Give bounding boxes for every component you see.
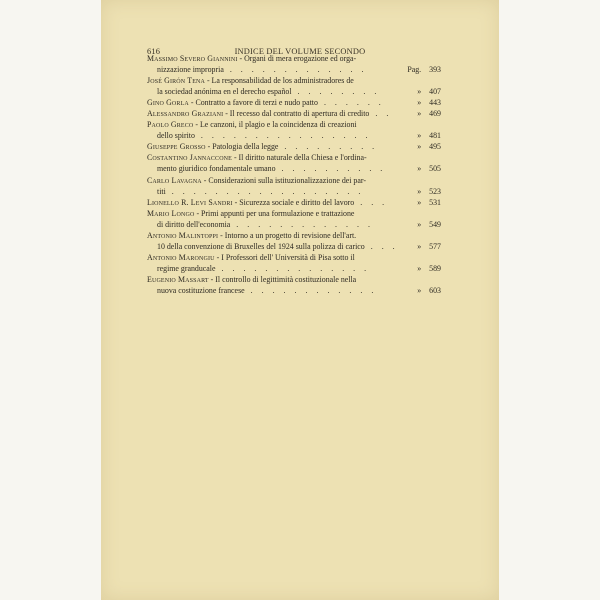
toc-title-continued: 10 della convenzione di Bruxelles del 1924 sulla polizza di carico: [157, 241, 365, 251]
leader-dots: ...: [360, 197, 394, 207]
toc-page-number: 589: [429, 263, 441, 273]
toc-author: José Girón Tena: [147, 76, 205, 86]
toc-entry: [147, 97, 441, 108]
toc-page-ref: [407, 64, 441, 75]
toc-page-number: 603: [429, 285, 441, 295]
toc-entry: [147, 108, 441, 119]
toc-entry: [147, 197, 441, 208]
toc-page-prefix: »: [417, 131, 422, 141]
toc-page-number: 495: [429, 142, 441, 152]
toc-entry: [147, 252, 441, 274]
toc-page-number: 393: [429, 65, 441, 75]
leader-dots: ..........: [281, 164, 392, 174]
toc-page-prefix: »: [417, 164, 422, 174]
toc-title: - Organi di mera erogazione ed orga-: [237, 54, 357, 63]
toc-entry: [147, 175, 441, 197]
toc-page-prefix: »: [417, 109, 422, 119]
toc-entry-line: [147, 163, 441, 174]
toc-entry-line: [147, 175, 441, 186]
toc-page-prefix: »: [417, 87, 422, 97]
toc-page-ref: [417, 263, 441, 274]
toc-entry: [147, 274, 441, 296]
toc-entry-line: [147, 219, 441, 230]
toc-author: Eugenio Massart: [147, 274, 209, 284]
toc-author: Paolo Greco: [147, 120, 194, 130]
toc-entry-line: [147, 263, 441, 274]
toc-entry-line: [147, 108, 441, 119]
toc-entry-line: [147, 141, 441, 152]
toc-entry-line: [147, 53, 441, 64]
toc-entry-line: [147, 252, 441, 263]
toc-entry-line: [147, 230, 441, 241]
toc-page-ref: [417, 285, 441, 296]
toc-page-ref: [417, 86, 441, 97]
toc-title-continued: regime granducale: [157, 263, 216, 273]
toc-entry-line: [147, 119, 441, 130]
leader-dots: ................: [200, 131, 377, 141]
toc-title: - Il diritto naturale della Chiesa e l'ordina-: [231, 153, 367, 163]
toc-title-continued: la sociedad anónima en el derecho español: [157, 87, 292, 97]
running-title: INDICE DEL VOLUME SECONDO: [234, 47, 366, 56]
toc-entry-line: [147, 241, 441, 252]
toc-page-prefix: »: [417, 263, 422, 273]
toc-author: Costantino Jannaccone: [147, 153, 232, 163]
toc-page-number: 505: [429, 164, 441, 174]
leader-dots: ..: [375, 109, 398, 119]
toc-page-ref: [417, 219, 441, 230]
toc-page-number: 531: [429, 197, 441, 207]
toc-entry-line: [147, 186, 441, 197]
toc-page-number: 549: [429, 219, 441, 229]
leader-dots: ..................: [171, 186, 370, 196]
toc-page-ref: [417, 108, 441, 119]
toc-entry: [147, 208, 441, 230]
toc-page-prefix: »: [417, 285, 422, 295]
toc-author: Gino Gorla: [147, 98, 189, 108]
leader-dots: ..............: [221, 263, 376, 273]
toc-title: - La responsabilidad de los administradores de: [204, 76, 354, 86]
toc-page-prefix: »: [417, 219, 422, 229]
toc-entry-line: [147, 75, 441, 86]
toc-title-continued: di diritto dell'economia: [157, 219, 231, 229]
toc-page-number: 407: [429, 87, 441, 97]
leader-dots: .............: [229, 65, 373, 75]
toc-page-prefix: »: [417, 241, 422, 251]
leader-dots: .........: [284, 142, 384, 152]
toc-entry-line: [147, 208, 441, 219]
toc-author: Massimo Severo Giannini: [147, 54, 238, 63]
toc-title: - Il recesso dal contratto di apertura di credito: [223, 109, 370, 119]
toc-page-number: 523: [429, 186, 441, 196]
toc-page-ref: [417, 130, 441, 141]
toc-title: - Le canzoni, il plagio e la coincidenza di creazioni: [193, 120, 357, 130]
toc-title-continued: mento giuridico fondamentale umano: [157, 164, 276, 174]
toc-entry: [147, 152, 441, 174]
toc-entry-line: [147, 64, 441, 75]
toc-page-prefix: »: [417, 197, 422, 207]
toc-title: - Intorno a un progetto di revisione dell'art.: [218, 230, 357, 240]
toc-entry-line: [147, 97, 441, 108]
toc-title: - Il controllo di legittimità costituzionale nella: [208, 274, 357, 284]
toc-page-prefix: »: [417, 142, 422, 152]
table-of-contents: [147, 53, 441, 296]
leader-dots: ........: [297, 87, 386, 97]
toc-title-continued: titi: [157, 186, 166, 196]
toc-entry-line: [147, 285, 441, 296]
toc-page-ref: [417, 241, 441, 252]
page-number: 616: [147, 47, 161, 56]
toc-entry: [147, 75, 441, 97]
toc-title: - Primi appunti per una formulazione e trattazione: [194, 208, 355, 218]
toc-author: Mario Longo: [147, 208, 195, 218]
toc-title: - Patologia della legge: [205, 142, 279, 152]
toc-author: Giuseppe Grosso: [147, 142, 206, 152]
toc-entry-line: [147, 197, 441, 208]
toc-author: Antonio Malintoppi: [147, 230, 219, 240]
toc-page-ref: [417, 141, 441, 152]
leader-dots: ............: [250, 285, 383, 295]
toc-entry: [147, 53, 441, 75]
toc-entry: [147, 119, 441, 141]
toc-page-prefix: »: [417, 186, 422, 196]
toc-page-number: 443: [429, 98, 441, 108]
toc-page-ref: [417, 163, 441, 174]
toc-entry: [147, 141, 441, 152]
leader-dots: ...: [370, 241, 404, 251]
toc-entry: [147, 230, 441, 252]
leader-dots: ......: [323, 98, 390, 108]
toc-title: - Contratto a favore di terzi e nudo patto: [188, 98, 318, 108]
toc-page-number: 469: [429, 109, 441, 119]
toc-author: Lionello R. Levi Sandri: [147, 197, 233, 207]
toc-page-prefix: Pag.: [407, 65, 422, 75]
toc-page-ref: [417, 97, 441, 108]
toc-entry-line: [147, 274, 441, 285]
toc-title-continued: nizzazione impropria: [157, 65, 224, 75]
toc-author: Carlo Lavagna: [147, 175, 202, 185]
toc-title-continued: nuova costituzione francese: [157, 285, 245, 295]
toc-author: Alessandro Graziani: [147, 109, 224, 119]
toc-title: - Considerazioni sulla istituzionalizzazione dei par-: [201, 175, 366, 185]
toc-entry-line: [147, 86, 441, 97]
toc-title: - Sicurezza sociale e diritto del lavoro: [232, 197, 355, 207]
toc-page-number: 577: [429, 241, 441, 251]
toc-entry-line: [147, 152, 441, 163]
toc-entry-line: [147, 130, 441, 141]
toc-author: Antonio Marongiu: [147, 252, 215, 262]
toc-title: - I Professori dell' Università di Pisa sotto il: [214, 252, 355, 262]
toc-title-continued: dello spirito: [157, 131, 195, 141]
toc-page-prefix: »: [417, 98, 422, 108]
toc-page-number: 481: [429, 131, 441, 141]
leader-dots: .............: [236, 219, 379, 229]
book-page: [101, 0, 499, 600]
toc-page-ref: [417, 197, 441, 208]
toc-page-ref: [417, 186, 441, 197]
